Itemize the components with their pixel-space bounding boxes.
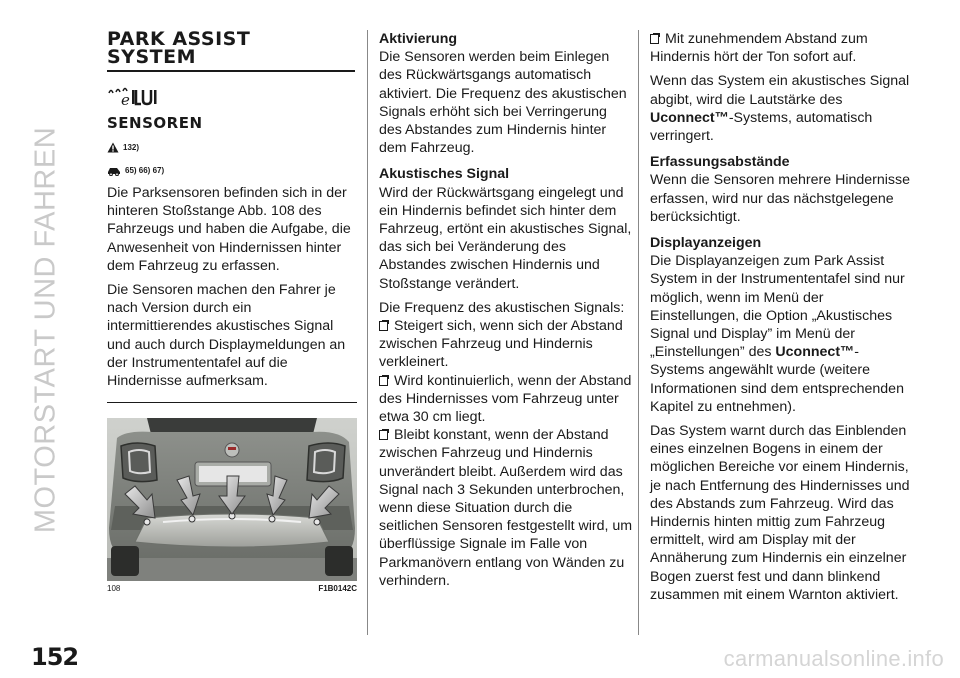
article-heading	[107, 30, 357, 66]
column-divider	[367, 30, 368, 635]
figure-number: 108	[107, 584, 121, 594]
paragraph: Die Frequenz des akustischen Signals:	[379, 299, 625, 316]
paragraph: Wenn die Sensoren mehrere Hindernisse erfassen, wird nur das nächstgelegene berücksichtigt.	[650, 172, 910, 225]
watermark: carmanualsonline.info	[723, 646, 944, 671]
column-3	[650, 30, 910, 604]
heading-rule	[107, 70, 355, 72]
text-span: Wenn das System ein akustisches Signal abgibt, wird die Lautstärke des	[650, 73, 910, 108]
text-span: -Systems angewählt wurde (weitere Informationen sind dem entsprechenden Kapitel zu entnehmen).	[650, 344, 904, 415]
caution-note-ref	[107, 162, 357, 178]
bullet-item	[379, 372, 633, 427]
bullet-item	[379, 426, 633, 590]
caution-note-numbers: 65) 66) 67)	[125, 165, 165, 175]
car-caution-icon	[107, 165, 121, 176]
subheading-akustisches-signal: Akustisches Signal	[379, 166, 510, 183]
section-title-text: MOTORSTART UND FAHREN	[29, 126, 62, 534]
heading-line-2: SYSTEM	[107, 46, 196, 68]
bullet-text: Wird kontinuierlich, wenn der Abstand des Hindernisses vom Fahrzeug unter etwa 30 cm liegt.	[379, 372, 632, 426]
paragraph	[650, 252, 910, 416]
brand-name: Uconnect™	[650, 109, 729, 126]
checkbox-bullet-icon	[650, 34, 659, 44]
heading-line-1: PARK ASSIST	[107, 28, 251, 50]
subheading-erfassungsabstaende: Erfassungsabstände	[650, 154, 790, 171]
warning-triangle-icon	[107, 142, 119, 153]
checkbox-bullet-icon	[379, 430, 388, 440]
section-subheading: SENSOREN	[107, 114, 203, 132]
column-divider	[638, 30, 639, 635]
bullet-text: Steigert sich, wenn sich der Abstand zwischen Fahrzeug und Hindernis verkleinert.	[379, 318, 623, 371]
text-span: Die Displayanzeigen zum Park Assist System in der Instrumententafel sind nur möglich, wenn im Menü der Einstellungen, die Option „Akustisches Signal und Display” im Menü der „Einstellungen” des	[650, 253, 905, 361]
paragraph: Die Parksensoren befinden sich in der hinteren Stoßstange Abb. 108 des Fahrzeugs und haben die Aufgabe, die Anwesenheit von Hindernissen hinter dem Fahrzeug zu erfassen.	[107, 185, 351, 274]
figure-caption	[107, 584, 357, 593]
checkbox-bullet-icon	[379, 321, 388, 331]
paragraph: Das System warnt durch das Einblenden eines einzelnen Bogens in einem der möglichen Bereiche vor einem Hindernis, je nach Entfernung des Hindernisses und des Abstands zum Fahrzeug. Wird das Hindernis hinten mittig zum Fahrzeug ermittelt, wird am Display mit der Annäherung zum Hindernis ein einzelner Bogen zuerst fest und dann blinkend zusammen mit einem Warnton aktiviert.	[650, 423, 910, 603]
page-number: 152	[31, 643, 79, 671]
paragraph	[650, 72, 910, 145]
uconnect-logo-icon	[107, 82, 357, 108]
figure-code: F1B0142C	[318, 584, 357, 594]
column-1	[107, 30, 357, 593]
warning-note-number: 132)	[123, 142, 140, 152]
figure-top-rule	[107, 402, 357, 403]
bullet-item	[379, 317, 633, 372]
subheading-aktivierung: Aktivierung	[379, 31, 458, 47]
brand-name: Uconnect™	[775, 344, 855, 361]
svg-text:e: e	[121, 91, 130, 108]
column-2	[379, 30, 633, 590]
paragraph: Die Sensoren machen den Fahrer je nach Version durch ein intermittierendes akustisches Signal und auch durch Displaymeldungen an der Instrumententafel auf die Hindernisse aufmerksam.	[107, 282, 346, 390]
checkbox-bullet-icon	[379, 376, 388, 386]
paragraph: Die Sensoren werden beim Einlegen des Rückwärtsgangs automatisch aktiviert. Die Frequenz des akustischen Signals erhöht sich bei Verringerung des Abstandes zum Hindernis hinter dem Fahrzeug.	[379, 49, 627, 157]
warning-note-ref	[107, 139, 357, 155]
bullet-text: Mit zunehmendem Abstand zum Hindernis hört der Ton sofort auf.	[650, 31, 868, 66]
bullet-item	[650, 30, 910, 66]
subheading-displayanzeigen: Displayanzeigen	[650, 235, 762, 252]
figure-car-rear-sensors	[107, 418, 357, 581]
text-span: -Systems, automatisch verringert.	[650, 109, 873, 145]
paragraph: Wird der Rückwärtsgang eingelegt und ein Hindernis befindet sich hinter dem Fahrzeug, ertönt ein akustisches Signal, das sich bei Veränderung des Abstandes zwischen Hindernis und Stoßstange verändert.	[379, 184, 632, 292]
bullet-text: Bleibt konstant, wenn der Abstand zwischen Fahrzeug und Hindernis unverändert bleibt. Außerdem wird das Signal nach 3 Sekunden unterbrochen, wenn diese Situation durch die seitlichen Sensoren festgestellt wird, um überflüssige Signale im Falle von Parkmanövern entlang von Wänden zu verhindern.	[379, 427, 633, 589]
